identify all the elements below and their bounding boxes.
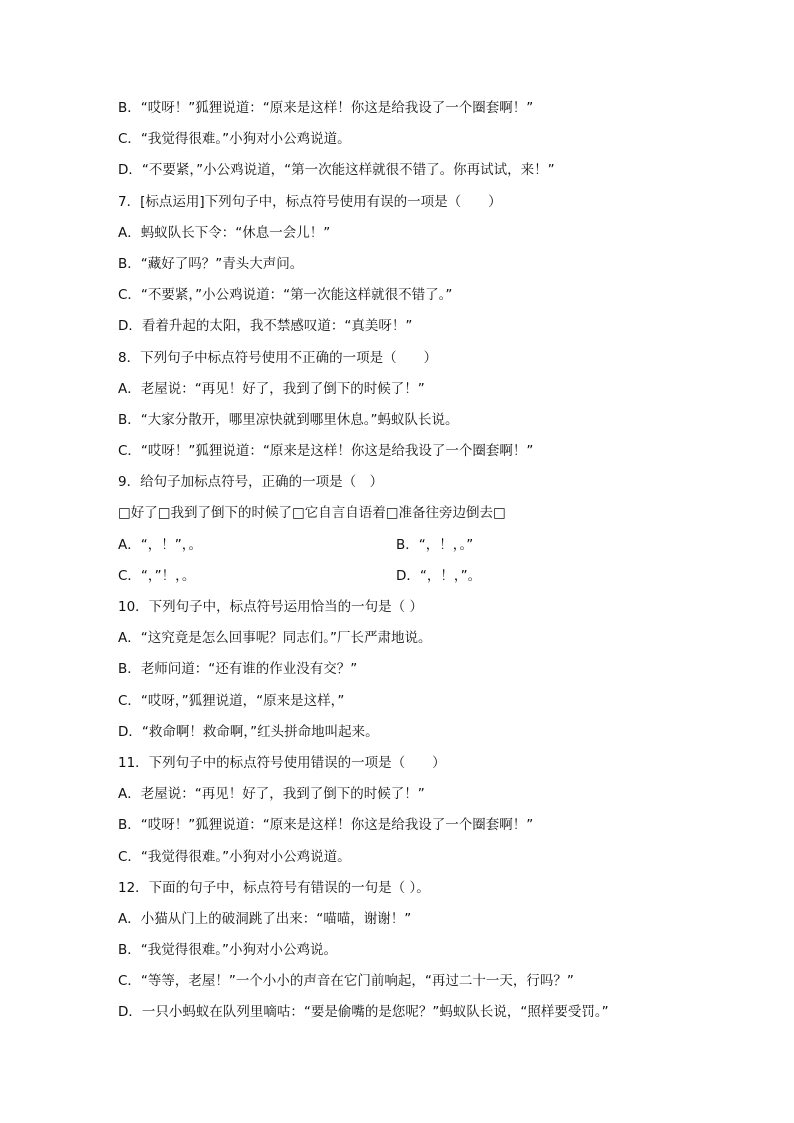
option-pair-row (118, 566, 718, 597)
answer-option: B．“我觉得很难。”小狗对小公鸡说。 (118, 942, 337, 959)
answer-option: B．“藏好了吗？”青头大声问。 (118, 255, 304, 272)
option-right: B．“，！，。” (396, 536, 474, 553)
answer-option: A．蚂蚁队长下令：“休息一会儿！” (118, 224, 331, 241)
question-stem: 7．[标点运用]下列句子中，标点符号使用有误的一项是（ ） (118, 193, 502, 210)
answer-option: C．“哎呀！”狐狸说道：“原来是这样！你这是给我设了一个圈套啊！” (118, 443, 534, 460)
answer-option: B．老师问道：“还有谁的作业没有交？” (118, 661, 358, 678)
answer-option: A．老屋说：“再见！好了，我到了倒下的时候了！” (118, 786, 425, 803)
option-right: D．“，！，”。 (396, 567, 482, 584)
answer-option: C．“哎呀，”狐狸说道，“原来是这样，” (118, 692, 345, 709)
answer-option: C．“我觉得很难。”小狗对小公鸡说道。 (118, 131, 351, 148)
answer-option: A．“这究竟是怎么回事呢？同志们。”厂长严肃地说。 (118, 630, 432, 647)
question-stem: 12．下面的句子中，标点符号有错误的一句是（ ）。 (118, 879, 430, 896)
answer-option: A．小猫从门上的破洞跳了出来：“喵喵，谢谢！” (118, 910, 412, 927)
answer-option: D．看着升起的太阳，我不禁感叹道：“真美呀！” (118, 318, 413, 335)
question-stem: 9．给句子加标点符号，正确的一项是（ ） (118, 474, 384, 491)
option-left: C．“，”！，。 (118, 567, 196, 584)
answer-option: D．“救命啊！救命啊，”红头拼命地叫起来。 (118, 723, 379, 740)
answer-option: A．老屋说：“再见！好了，我到了倒下的时候了！” (118, 380, 425, 397)
answer-option: B．“大家分散开，哪里凉快就到哪里休息。”蚂蚁队长说。 (118, 411, 459, 428)
question-stem: 10．下列句子中，标点符号运用恰当的一句是（ ） (118, 599, 423, 615)
option-pair-row (118, 535, 718, 566)
option-left: A．“，！”，。 (118, 536, 202, 553)
question-stem: 11．下列句子中的标点符号使用错误的一项是（ ） (118, 754, 446, 771)
answer-option: C．“不要紧，”小公鸡说道：“第一次能这样就很不错了。” (118, 287, 453, 304)
question-stem: 8．下列句子中标点符号使用不正确的一项是（ ） (118, 349, 438, 366)
worksheet-content (118, 98, 718, 1034)
answer-option: B．“哎呀！”狐狸说道：“原来是这样！你这是给我设了一个圈套啊！” (118, 817, 534, 834)
answer-option: B．“哎呀！”狐狸说道：“原来是这样！你这是给我设了一个圈套啊！” (118, 100, 534, 116)
answer-option: D．一只小蚂蚁在队列里嘀咕：“要是偷嘴的是您呢？”蚂蚁队长说，“照样要受罚。” (118, 1004, 609, 1021)
answer-option: C．“等等，老屋！”一个小小的声音在它门前响起，“再过二十一天，行吗？” (118, 973, 574, 990)
answer-option: C．“我觉得很难。”小狗对小公鸡说道。 (118, 848, 351, 865)
answer-option: D．“不要紧，”小公鸡说道，“第一次能这样就很不错了。你再试试，来！” (118, 162, 555, 179)
exercise-sentence: □好了□我到了倒下的时候了□它自言自语着□准备往旁边倒去□ (118, 505, 506, 522)
